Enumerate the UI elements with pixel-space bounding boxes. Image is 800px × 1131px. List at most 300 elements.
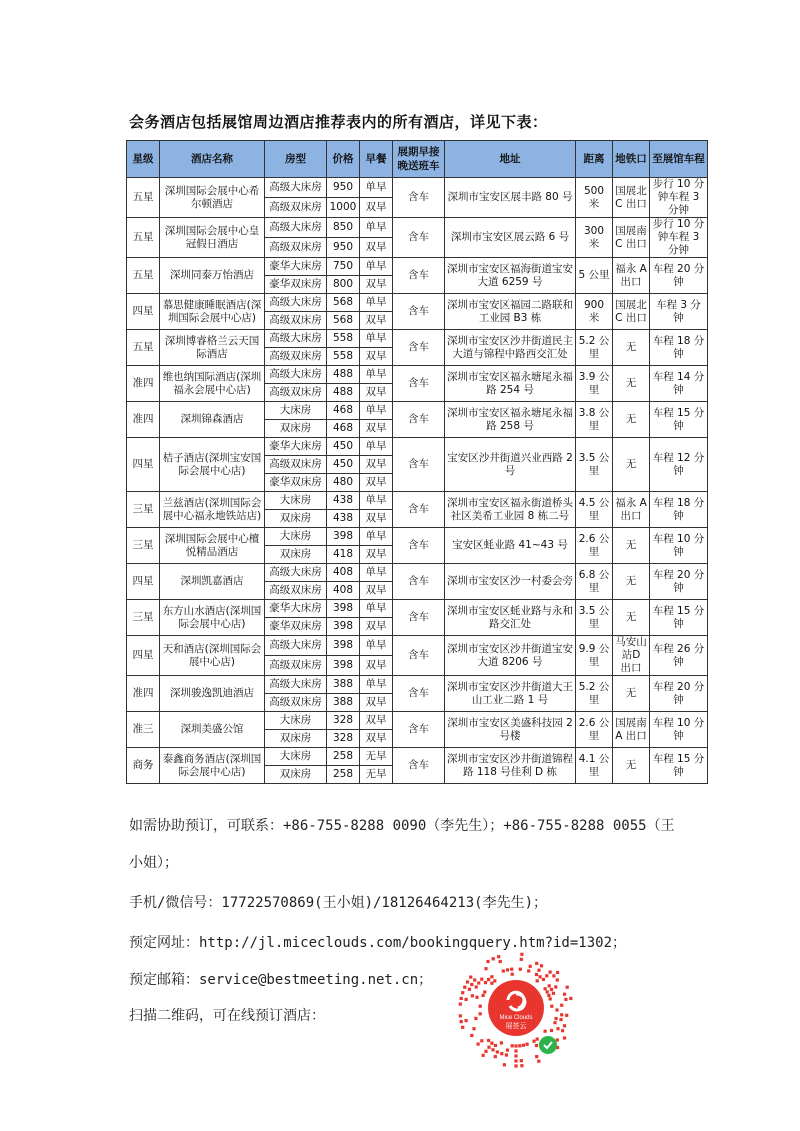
qr-brand-text: Mice Clouds: [499, 1015, 533, 1021]
qr-module: [459, 1014, 462, 1017]
cell-address: 深圳市宝安区福园二路联和工业园 B3 栋: [445, 294, 576, 330]
qr-module: [529, 965, 532, 968]
contact-mobile: 手机/微信号：17722570869(王小姐)/18126464213(李先生)；: [129, 895, 548, 911]
cell-shuttle: 含车: [393, 564, 445, 600]
cell-star: 准四: [127, 402, 160, 438]
qr-module: [535, 962, 538, 965]
cell-room-type: 大床房: [265, 528, 327, 546]
cell-price: 558: [327, 348, 360, 366]
qr-module: [484, 981, 487, 984]
cell-shuttle: 含车: [393, 636, 445, 676]
qr-module: [469, 976, 472, 979]
qr-module: [461, 1026, 464, 1029]
cell-star: 准四: [127, 676, 160, 712]
cell-hotel-name: 桔子酒店(深圳宝安国际会展中心店): [160, 438, 265, 492]
cell-hotel-name: 深圳美盛公馆: [160, 712, 265, 748]
cell-price: 950: [327, 178, 360, 198]
cell-breakfast: 双早: [360, 276, 393, 294]
cell-to-venue: 车程 26 分钟: [650, 636, 708, 676]
cell-room-type: 双床房: [265, 766, 327, 784]
qr-module: [535, 1055, 538, 1058]
cell-metro: 无: [613, 528, 650, 564]
qr-module: [494, 1044, 497, 1047]
cell-address: 深圳市宝安区福永街道桥头社区美希工业园 8 栋二号: [445, 492, 576, 528]
cell-price: 398: [327, 636, 360, 656]
qr-module: [487, 1046, 490, 1049]
qr-module: [483, 990, 486, 993]
qr-module: [490, 982, 493, 985]
cell-distance: 2.6 公里: [576, 712, 613, 748]
cell-star: 三星: [127, 492, 160, 528]
table-row: [127, 258, 708, 276]
cell-hotel-name: 泰鑫商务酒店(深圳国际会展中心店): [160, 748, 265, 784]
qr-module: [474, 1017, 477, 1020]
cell-to-venue: 车程 15 分钟: [650, 402, 708, 438]
qr-module: [549, 971, 552, 974]
qr-module: [546, 990, 549, 993]
cell-price: 408: [327, 582, 360, 600]
cell-star: 四星: [127, 294, 160, 330]
contact-phone-line2: 小姐）；: [129, 855, 178, 871]
qr-module: [527, 969, 530, 972]
qr-module: [560, 1004, 563, 1007]
qr-brand-cn-text: 展荟云: [505, 1022, 527, 1030]
qr-module: [470, 983, 473, 986]
cell-metro: 国展北C 出口: [613, 294, 650, 330]
cell-address: 深圳市宝安区沙井街道民主大道与锦程中路西交汇处: [445, 330, 576, 366]
cell-room-type: 高级大床房: [265, 178, 327, 198]
cell-metro: 无: [613, 438, 650, 492]
cell-star: 商务: [127, 748, 160, 784]
cell-distance: 2.6 公里: [576, 528, 613, 564]
qr-module: [494, 1055, 497, 1058]
cell-to-venue: 车程 15 分钟: [650, 600, 708, 636]
qr-module: [497, 955, 500, 958]
cell-room-type: 豪华大床房: [265, 258, 327, 276]
qr-module: [556, 1038, 559, 1041]
cell-price: 480: [327, 474, 360, 492]
cell-room-type: 高级双床房: [265, 238, 327, 258]
cell-breakfast: 双早: [360, 694, 393, 712]
qr-module: [514, 1049, 517, 1052]
qr-module: [514, 1059, 517, 1062]
qr-module: [511, 973, 514, 976]
qr-module: [520, 1064, 523, 1067]
cell-room-type: 豪华双床房: [265, 276, 327, 294]
cell-breakfast: 单早: [360, 438, 393, 456]
cell-star: 准四: [127, 366, 160, 402]
table-row: [127, 218, 708, 238]
cell-address: 深圳市宝安区美盛科技园 2号楼: [445, 712, 576, 748]
cell-room-type: 双床房: [265, 546, 327, 564]
qr-module: [514, 1054, 517, 1057]
cell-breakfast: 双早: [360, 238, 393, 258]
qr-module: [564, 998, 567, 1001]
qr-module: [472, 1027, 475, 1030]
cell-to-venue: 车程 10 分钟: [650, 712, 708, 748]
qr-module: [477, 1043, 480, 1046]
qr-module: [556, 978, 559, 981]
intro-text: 会务酒店包括展馆周边酒店推荐表内的所有酒店，详见下表：: [129, 113, 548, 131]
qr-module: [554, 985, 557, 988]
qr-module: [555, 1008, 558, 1011]
cell-distance: 3.5 公里: [576, 438, 613, 492]
cell-metro: 国展南C 出口: [613, 218, 650, 258]
qr-module: [556, 971, 559, 974]
cell-hotel-name: 深圳国际会展中心檀悦精品酒店: [160, 528, 265, 564]
qr-module: [563, 993, 566, 996]
qr-module: [506, 968, 509, 971]
cell-address: 深圳市宝安区展丰路 80 号: [445, 178, 576, 218]
cell-star: 三星: [127, 600, 160, 636]
table-row: [127, 748, 708, 766]
qr-module: [499, 960, 502, 963]
cell-to-venue: 车程 14 分钟: [650, 366, 708, 402]
cell-to-venue: 车程 18 分钟: [650, 492, 708, 528]
qr-module: [520, 1059, 523, 1062]
qr-module: [561, 1029, 564, 1032]
cell-address: 深圳市宝安区福永塘尾永福路 254 号: [445, 366, 576, 402]
cell-star: 四星: [127, 636, 160, 676]
header-room: 房型: [265, 141, 327, 178]
qr-module: [553, 1021, 556, 1024]
cell-address: 深圳市宝安区福永塘尾永福路 258 号: [445, 402, 576, 438]
cell-to-venue: 车程 3 分钟: [650, 294, 708, 330]
cell-breakfast: 双早: [360, 510, 393, 528]
cell-distance: 500 米: [576, 178, 613, 218]
qr-module: [511, 1044, 514, 1047]
cell-breakfast: 双早: [360, 546, 393, 564]
cell-room-type: 高级双床房: [265, 456, 327, 474]
qr-module: [545, 974, 548, 977]
cell-shuttle: 含车: [393, 330, 445, 366]
cell-address: 深圳市宝安区沙一村委会旁: [445, 564, 576, 600]
cell-to-venue: 车程 20 分钟: [650, 676, 708, 712]
cell-room-type: 高级大床房: [265, 330, 327, 348]
cell-room-type: 豪华双床房: [265, 474, 327, 492]
cell-star: 五星: [127, 218, 160, 258]
cell-shuttle: 含车: [393, 258, 445, 294]
cell-price: 258: [327, 766, 360, 784]
cell-address: 深圳市宝安区沙井街道大王山工业二路 1 号: [445, 676, 576, 712]
cell-price: 418: [327, 546, 360, 564]
cell-room-type: 高级双床房: [265, 198, 327, 218]
cell-price: 398: [327, 656, 360, 676]
cell-room-type: 双床房: [265, 420, 327, 438]
cell-price: 468: [327, 420, 360, 438]
qr-module: [480, 978, 483, 981]
qr-module: [482, 994, 485, 997]
cell-breakfast: 单早: [360, 676, 393, 694]
qr-module: [549, 997, 552, 1000]
qr-module: [510, 968, 513, 971]
cell-room-type: 高级大床房: [265, 218, 327, 238]
qr-module: [539, 975, 542, 978]
cell-hotel-name: 深圳锦森酒店: [160, 402, 265, 438]
cell-breakfast: 双早: [360, 582, 393, 600]
qr-module: [532, 1040, 535, 1043]
contact-phone-line1: 如需协助预订，可联系：+86-755-8288 0090（李先生）；+86-755-8288 0055（王: [129, 818, 675, 834]
cell-address: 深圳市宝安区沙井街道宝安大道 8206 号: [445, 636, 576, 676]
cell-room-type: 高级大床房: [265, 294, 327, 312]
cell-breakfast: 无早: [360, 748, 393, 766]
cell-distance: 4.1 公里: [576, 748, 613, 784]
cell-breakfast: 单早: [360, 218, 393, 238]
qr-module: [487, 978, 490, 981]
qr-module: [500, 1052, 503, 1055]
cell-breakfast: 双早: [360, 618, 393, 636]
cell-hotel-name: 深圳同泰万怡酒店: [160, 258, 265, 294]
qr-module: [492, 957, 495, 960]
qr-module: [536, 1038, 539, 1041]
cell-to-venue: 步行 10 分钟车程 3 分钟: [650, 178, 708, 218]
cell-metro: 无: [613, 600, 650, 636]
cell-to-venue: 车程 12 分钟: [650, 438, 708, 492]
cell-breakfast: 双早: [360, 730, 393, 748]
cell-shuttle: 含车: [393, 748, 445, 784]
qr-module: [552, 974, 555, 977]
cell-room-type: 高级双床房: [265, 312, 327, 330]
qr-module: [484, 1050, 487, 1053]
cell-breakfast: 双早: [360, 474, 393, 492]
qr-module: [544, 1030, 547, 1033]
cell-hotel-name: 天和酒店(深圳国际会展中心店): [160, 636, 265, 676]
cell-star: 四星: [127, 438, 160, 492]
cell-distance: 5.2 公里: [576, 676, 613, 712]
cell-room-type: 高级大床房: [265, 636, 327, 656]
contact-email[interactable]: 预定邮箱：service@bestmeeting.net.cn；: [129, 972, 433, 988]
table-row: [127, 330, 708, 348]
qr-module: [518, 1044, 521, 1047]
cell-breakfast: 单早: [360, 492, 393, 510]
qr-module: [566, 986, 569, 989]
hotel-table: [126, 140, 708, 784]
cell-price: 950: [327, 238, 360, 258]
cell-room-type: 高级大床房: [265, 676, 327, 694]
cell-room-type: 大床房: [265, 712, 327, 730]
cell-address: 宝安区蚝业路 41~43 号: [445, 528, 576, 564]
cell-star: 准三: [127, 712, 160, 748]
cell-distance: 3.5 公里: [576, 600, 613, 636]
cell-price: 388: [327, 694, 360, 712]
cell-metro: 马安山站D 出口: [613, 636, 650, 676]
cell-price: 450: [327, 438, 360, 456]
qr-module: [555, 1017, 558, 1020]
cell-breakfast: 单早: [360, 366, 393, 384]
table-row: [127, 438, 708, 456]
table-header-row: [127, 141, 708, 178]
cell-breakfast: 单早: [360, 178, 393, 198]
qr-module: [480, 1039, 483, 1042]
cell-room-type: 大床房: [265, 748, 327, 766]
qr-module: [479, 1012, 482, 1015]
cell-shuttle: 含车: [393, 528, 445, 564]
cell-shuttle: 含车: [393, 218, 445, 258]
cell-hotel-name: 深圳博睿格兰云天国际酒店: [160, 330, 265, 366]
qr-module: [479, 1005, 482, 1008]
cell-breakfast: 双早: [360, 198, 393, 218]
cell-price: 850: [327, 218, 360, 238]
table-row: [127, 366, 708, 384]
qr-module: [526, 1043, 529, 1046]
cell-to-venue: 车程 10 分钟: [650, 528, 708, 564]
qr-module: [548, 984, 551, 987]
cell-shuttle: 含车: [393, 600, 445, 636]
cell-room-type: 高级双床房: [265, 384, 327, 402]
cell-price: 750: [327, 258, 360, 276]
qr-module: [522, 1044, 525, 1047]
cell-room-type: 高级双床房: [265, 348, 327, 366]
qr-module: [482, 1054, 485, 1057]
cell-breakfast: 双早: [360, 312, 393, 330]
cell-to-venue: 车程 18 分钟: [650, 330, 708, 366]
table-row: [127, 600, 708, 618]
qr-module: [550, 1029, 553, 1032]
cell-distance: 5.2 公里: [576, 330, 613, 366]
qr-module: [536, 979, 539, 982]
cell-shuttle: 含车: [393, 438, 445, 492]
cell-room-type: 高级大床房: [265, 366, 327, 384]
cell-room-type: 高级双床房: [265, 694, 327, 712]
header-name: 酒店名称: [160, 141, 265, 178]
qr-module: [544, 987, 547, 990]
cell-shuttle: 含车: [393, 492, 445, 528]
contact-qr-prompt: 扫描二维码，可在线预订酒店：: [129, 1008, 325, 1024]
qr-module: [471, 994, 474, 997]
qr-module: [465, 998, 468, 1001]
cell-breakfast: 双早: [360, 456, 393, 474]
qr-module: [535, 973, 538, 976]
qr-module: [519, 968, 522, 971]
qr-module: [537, 969, 540, 972]
qr-module: [466, 980, 469, 983]
cell-distance: 6.8 公里: [576, 564, 613, 600]
cell-breakfast: 单早: [360, 528, 393, 546]
qr-module: [505, 1053, 508, 1056]
cell-hotel-name: 东方山水酒店(深圳国际会展中心店): [160, 600, 265, 636]
cell-price: 568: [327, 312, 360, 330]
cell-to-venue: 步行 10 分钟车程 3 分钟: [650, 218, 708, 258]
qr-module: [547, 994, 550, 997]
cell-room-type: 双床房: [265, 730, 327, 748]
qr-module: [484, 967, 487, 970]
cell-distance: 300 米: [576, 218, 613, 258]
cell-price: 488: [327, 366, 360, 384]
cell-distance: 5 公里: [576, 258, 613, 294]
cell-price: 568: [327, 294, 360, 312]
cell-metro: 无: [613, 402, 650, 438]
header-metro: 地铁口: [613, 141, 650, 178]
cell-price: 800: [327, 276, 360, 294]
cell-breakfast: 双早: [360, 656, 393, 676]
table-row: [127, 178, 708, 198]
qr-module: [559, 1018, 562, 1021]
qr-module: [490, 975, 493, 978]
header-distance: 距离: [576, 141, 613, 178]
cell-hotel-name: 深圳骏逸凯迪酒店: [160, 676, 265, 712]
qr-module: [460, 1020, 463, 1023]
qr-module: [502, 969, 505, 972]
cell-star: 五星: [127, 178, 160, 218]
cell-room-type: 豪华大床房: [265, 438, 327, 456]
header-shuttle: 展期早接晚送班车: [393, 141, 445, 178]
cell-breakfast: 单早: [360, 258, 393, 276]
cell-metro: 无: [613, 748, 650, 784]
cell-price: 328: [327, 730, 360, 748]
cell-shuttle: 含车: [393, 712, 445, 748]
header-to-venue: 至展馆车程: [650, 141, 708, 178]
cell-breakfast: 单早: [360, 564, 393, 582]
cell-price: 398: [327, 618, 360, 636]
cell-breakfast: 双早: [360, 348, 393, 366]
qr-module: [473, 978, 476, 981]
cell-breakfast: 双早: [360, 420, 393, 438]
cell-price: 450: [327, 456, 360, 474]
cell-address: 深圳市宝安区沙井街道锦程路 118 号佳利 D 栋: [445, 748, 576, 784]
cell-metro: 福永 A出口: [613, 258, 650, 294]
cell-hotel-name: 兰兹酒店(深圳国际会展中心福永地铁站店): [160, 492, 265, 528]
cell-distance: 3.9 公里: [576, 366, 613, 402]
cell-price: 258: [327, 748, 360, 766]
cell-price: 408: [327, 564, 360, 582]
cell-address: 深圳市宝安区福海街道宝安大道 6259 号: [445, 258, 576, 294]
table-row: [127, 294, 708, 312]
qr-module: [514, 1044, 517, 1047]
cell-breakfast: 双早: [360, 384, 393, 402]
table-row: [127, 636, 708, 656]
cell-breakfast: 无早: [360, 766, 393, 784]
qr-module: [503, 1063, 506, 1066]
contact-website[interactable]: 预定网址：http://jl.miceclouds.com/bookingquery.htm?id=1302；: [129, 935, 627, 951]
qr-module: [496, 1050, 499, 1053]
table-row: [127, 402, 708, 420]
cell-hotel-name: 维也纳国际酒店(深圳福永会展中心店): [160, 366, 265, 402]
qr-module: [477, 981, 480, 984]
cell-distance: 4.5 公里: [576, 492, 613, 528]
qr-module: [460, 997, 463, 1000]
booking-qr-code[interactable]: [456, 950, 576, 1070]
qr-module: [520, 958, 523, 961]
cell-to-venue: 车程 15 分钟: [650, 748, 708, 784]
cell-price: 328: [327, 712, 360, 730]
cell-metro: 国展南A 出口: [613, 712, 650, 748]
cell-hotel-name: 深圳国际会展中心皇冠假日酒店: [160, 218, 265, 258]
qr-module: [500, 1041, 503, 1044]
qr-module: [463, 986, 466, 989]
cell-distance: 9.9 公里: [576, 636, 613, 676]
qr-module: [468, 988, 471, 991]
qr-code-graphic: [456, 950, 576, 1070]
cell-metro: 无: [613, 676, 650, 712]
cell-to-venue: 车程 20 分钟: [650, 258, 708, 294]
qr-module: [552, 992, 555, 995]
cell-shuttle: 含车: [393, 366, 445, 402]
qr-module: [491, 1048, 494, 1051]
qr-module: [542, 978, 545, 981]
header-breakfast: 早餐: [360, 141, 393, 178]
qr-module: [470, 1034, 473, 1037]
cell-breakfast: 单早: [360, 330, 393, 348]
cell-hotel-name: 深圳凯嘉酒店: [160, 564, 265, 600]
cell-star: 四星: [127, 564, 160, 600]
qr-module: [493, 979, 496, 982]
cell-metro: 无: [613, 330, 650, 366]
cell-address: 深圳市宝安区蚝业路与永和路交汇处: [445, 600, 576, 636]
cell-room-type: 高级双床房: [265, 582, 327, 600]
qr-module: [459, 1003, 462, 1006]
cell-room-type: 高级大床房: [265, 564, 327, 582]
cell-breakfast: 单早: [360, 402, 393, 420]
